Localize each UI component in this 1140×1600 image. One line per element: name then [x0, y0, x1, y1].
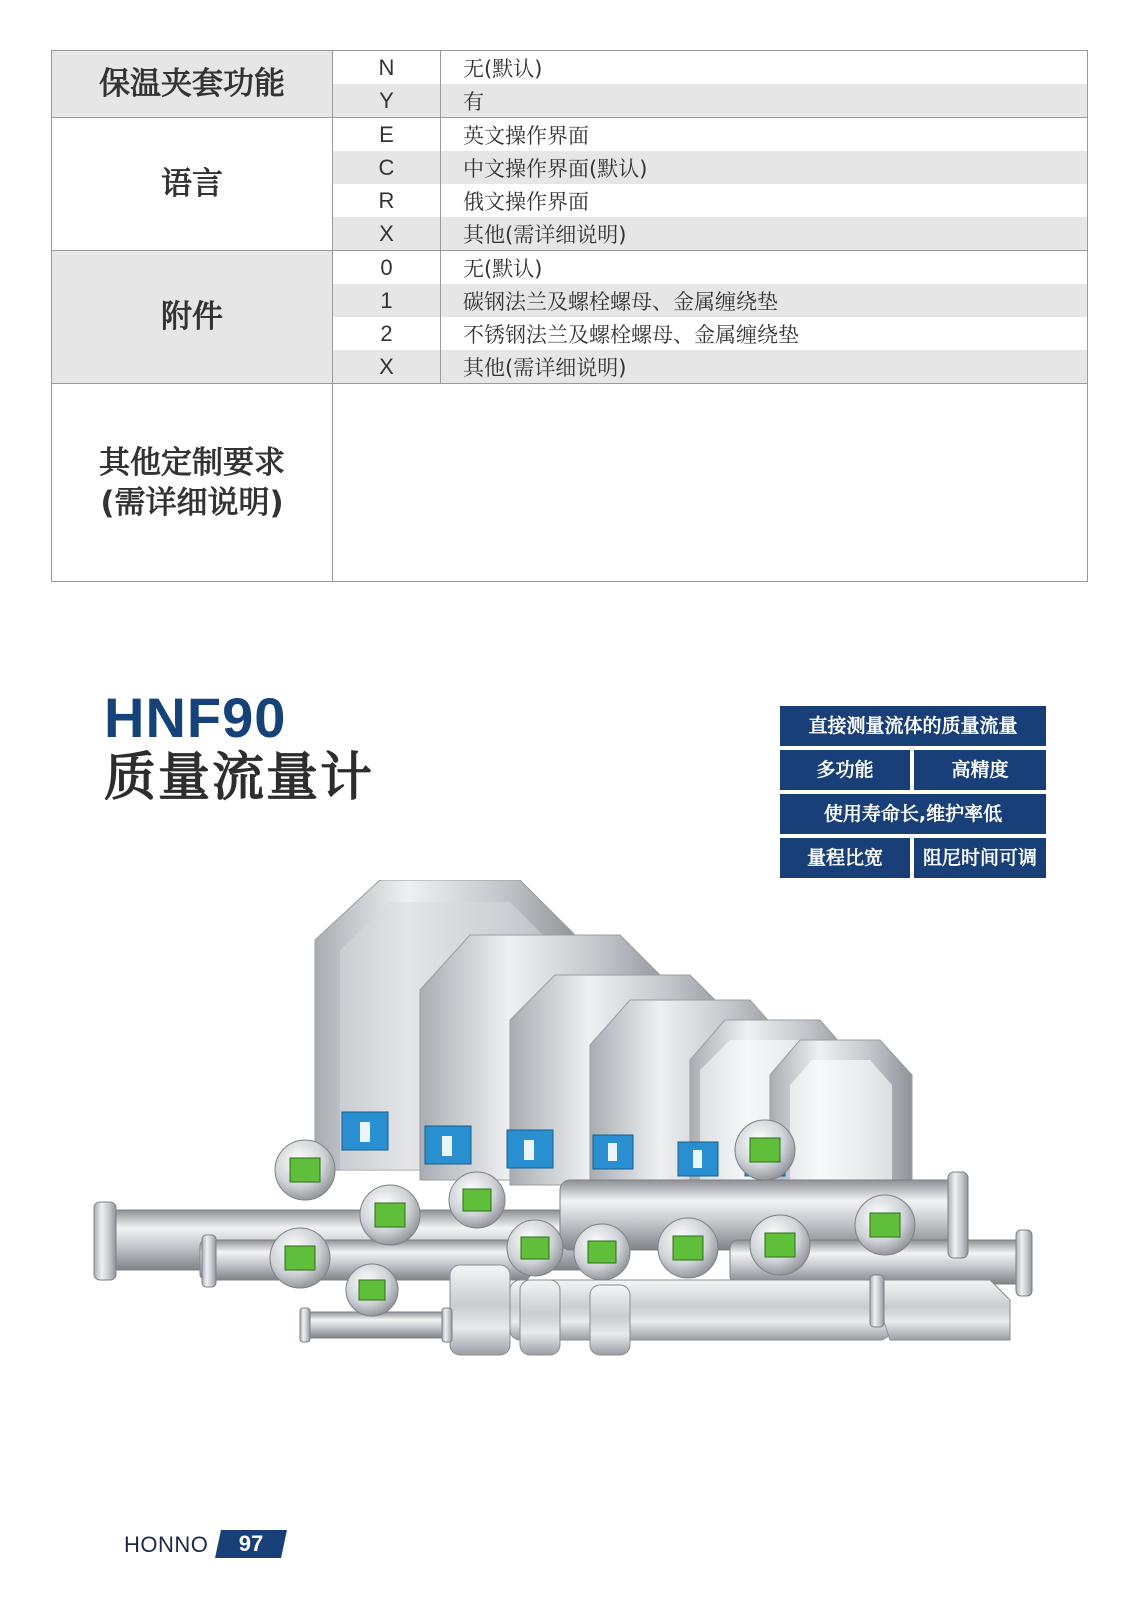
custom-requirements-value	[333, 384, 1088, 582]
flowmeter-product-image	[90, 880, 1050, 1400]
option-code: X	[333, 217, 441, 251]
option-group-label: 语言	[52, 118, 333, 251]
feature-badge: 阻尼时间可调	[914, 838, 1046, 878]
feature-badge: 多功能	[780, 750, 910, 790]
custom-requirements-row	[52, 384, 1088, 582]
option-code: 2	[333, 317, 441, 350]
feature-badge: 使用寿命长,维护率低	[780, 794, 1046, 834]
option-code: E	[333, 118, 441, 152]
custom-requirements-label-line2: (需详细说明)	[100, 484, 284, 521]
table-row	[52, 51, 1088, 85]
option-code: C	[333, 151, 441, 184]
option-description: 其他(需详细说明)	[441, 350, 1088, 384]
product-name: 质量流量计	[104, 748, 375, 808]
option-code: N	[333, 51, 441, 85]
option-description: 俄文操作界面	[441, 184, 1088, 217]
table-row	[52, 118, 1088, 152]
options-table	[51, 50, 1088, 582]
option-description: 碳钢法兰及螺栓螺母、金属缠绕垫	[441, 284, 1088, 317]
option-code: R	[333, 184, 441, 217]
option-description: 无(默认)	[441, 251, 1088, 285]
option-description: 无(默认)	[441, 51, 1088, 85]
option-code: X	[333, 350, 441, 384]
footer-brand: HONNO	[124, 1532, 209, 1557]
feature-badge: 量程比宽	[780, 838, 910, 878]
option-description: 中文操作界面(默认)	[441, 151, 1088, 184]
option-code: Y	[333, 84, 441, 118]
option-description: 有	[441, 84, 1088, 118]
page-number: 97	[238, 1531, 264, 1556]
table-row	[52, 251, 1088, 285]
feature-badge: 高精度	[914, 750, 1046, 790]
option-group-label: 附件	[52, 251, 333, 384]
option-code: 0	[333, 251, 441, 285]
option-description: 不锈钢法兰及螺栓螺母、金属缠绕垫	[441, 317, 1088, 350]
custom-requirements-label-line1: 其他定制要求	[99, 444, 285, 481]
option-description: 英文操作界面	[441, 118, 1088, 152]
feature-badge: 直接测量流体的质量流量	[780, 706, 1046, 746]
option-group-label: 保温夹套功能	[52, 51, 333, 118]
product-model: HNF90	[104, 686, 287, 749]
option-description: 其他(需详细说明)	[441, 217, 1088, 251]
custom-requirements-label	[52, 384, 333, 582]
option-code: 1	[333, 284, 441, 317]
